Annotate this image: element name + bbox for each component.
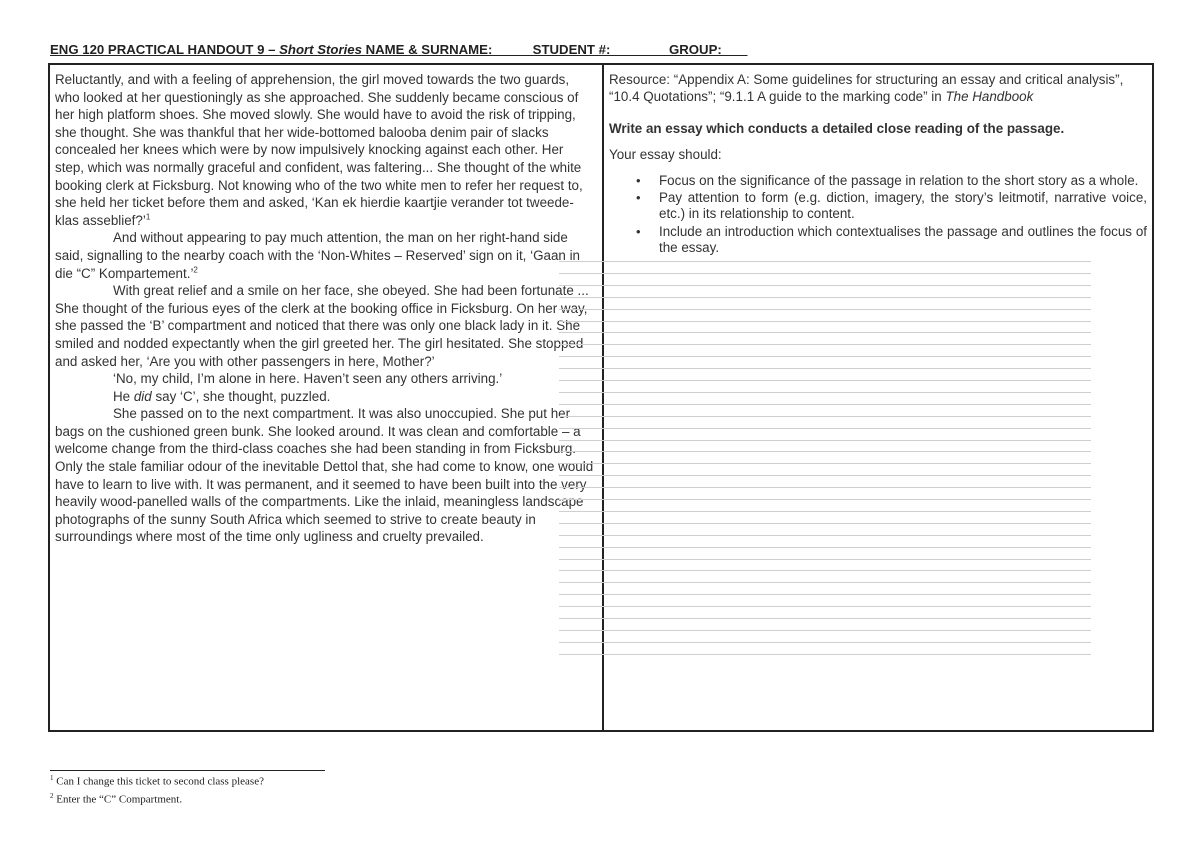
writing-line — [559, 642, 1091, 643]
writing-line — [559, 606, 1091, 607]
writing-line — [559, 463, 1091, 464]
writing-line — [559, 535, 1091, 536]
bullet-icon: • — [636, 224, 641, 240]
writing-line — [559, 368, 1091, 369]
footnote-ref: 2 — [193, 265, 198, 275]
essay-instruction: Write an essay which conducts a detailed close reading of the passage. — [609, 120, 1065, 136]
passage-paragraph: Reluctantly, and with a feeling of apprehension, the girl moved towards the two guards, who looked at her questioningly as she approached. She suddenly became conscious of her high platform shoes. She moved slowly. She would have to avoid the risk of tripping, she thought. She was thankful that her wide-bottomed balooba denim pair of slacks concealed her knees which were by now impulsively knocking against each other. Her step, which was normally graceful and confident, was faltering... She thought of the white booking clerk at Ficksburg. Not knowing who of the two white men to refer her request to, she held her ticket before them and asked, ‘Kan ek hierdie kaartjie verander tot tweede-klas asseblief?’$^1$ — [55, 72, 583, 228]
bullet-icon: • — [636, 190, 641, 206]
requirements-list — [609, 173, 1147, 256]
passage-paragraph: He did say ‘C’, she thought, puzzled. — [113, 388, 331, 404]
student-fields: NAME & SURNAME:_____ STUDENT #: _______ GROUP: ___ — [365, 42, 748, 57]
footnote: $^2$ Enter the “C” Compartment. — [50, 792, 183, 806]
topic-title: Short Stories — [279, 42, 366, 57]
passage-paragraph: And without appearing to pay much attention, the man on her right-hand side said, signalling to the nearby coach with the ‘Non-Whites – Reserved’ sign on it, ‘Gaan in die “C” Kompartement.’$^2$ — [55, 230, 580, 281]
writing-line — [559, 392, 1091, 393]
course-title: ENG 120 PRACTICAL HANDOUT 9 – — [50, 42, 280, 57]
writing-line — [559, 416, 1091, 417]
footnote: $^1$ Can I change this ticket to second class please? — [50, 774, 264, 788]
list-item: • Pay attention to form (e.g. diction, imagery, the story’s leitmotif, narrative voice, etc.) in its relationship to content. — [636, 190, 1147, 222]
writing-line — [559, 297, 1091, 298]
writing-line — [559, 380, 1091, 381]
writing-line — [559, 654, 1091, 655]
list-item: • Focus on the significance of the passage in relation to the short story as a whole. — [636, 172, 1139, 188]
writing-line — [559, 428, 1091, 429]
writing-line — [559, 487, 1091, 488]
handout-header — [50, 42, 1154, 60]
writing-line — [559, 618, 1091, 619]
footnote-divider — [50, 770, 325, 771]
writing-line — [559, 511, 1091, 512]
writing-line — [559, 570, 1091, 571]
writing-line — [559, 404, 1091, 405]
list-item: • Include an introduction which contextualises the passage and outlines the focus of the essay. — [636, 224, 1147, 255]
writing-line — [559, 309, 1091, 310]
writing-line — [559, 332, 1091, 333]
writing-line — [559, 261, 1091, 262]
writing-line — [559, 559, 1091, 560]
writing-line — [559, 630, 1091, 631]
writing-line — [559, 594, 1091, 595]
writing-line — [559, 499, 1091, 500]
writing-line — [559, 321, 1091, 322]
writing-line — [559, 356, 1091, 357]
passage-column — [55, 71, 595, 546]
task-column — [609, 71, 1147, 258]
writing-line — [559, 475, 1091, 476]
footnote-ref: 1 — [145, 212, 151, 222]
writing-line — [559, 440, 1091, 441]
passage-paragraph: ‘No, my child, I’m alone in here. Haven’t seen any others arriving.’ — [113, 371, 503, 387]
writing-lines[interactable] — [559, 261, 1091, 661]
writing-line — [559, 547, 1091, 548]
writing-line — [559, 582, 1091, 583]
passage-paragraph: With great relief and a smile on her face, she obeyed. She had been fortunate ... She thought of the furious eyes of the clerk at the booking office in Ficksburg. On her way, she passed the ‘B’ compartment and noticed that there was only one black lady in it. She smiled and nodded expectantly when the girl greeted her. The girl hesitated. She stopped and asked her, ‘Are you with other passengers in here, Mother?’ — [55, 283, 589, 369]
passage-paragraph: She passed on to the next compartment. It was also unoccupied. She put her bags on the cushioned green bunk. She looked around. It was clean and comfortable – a welcome change from the third-class coaches she had been standing in from Ficksburg. Only the stale familiar odour of the inevitable Dettol that, she had come to know, one would have to learn to live with. It was permanent, and it seemed to have been built into the very heavily wood-panelled walls of the compartments. Like the inlaid, meaningless landscape photographs of the sunny South Africa which seemed to strive to create beauty in surroundings where most of the time only ugliness and cruelty prevailed. — [55, 406, 594, 545]
writing-line — [559, 451, 1091, 452]
bullet-icon: • — [636, 172, 641, 188]
writing-line — [559, 344, 1091, 345]
resource-note: Resource: “Appendix A: Some guidelines for structuring an essay and critical analysis”, “10.4 Quotations”; “9.1.1 A guide to the marking code” in The Handbook — [609, 72, 1124, 105]
essay-intro: Your essay should: — [609, 147, 722, 163]
writing-line — [559, 523, 1091, 524]
writing-line — [559, 273, 1091, 274]
writing-line — [559, 285, 1091, 286]
